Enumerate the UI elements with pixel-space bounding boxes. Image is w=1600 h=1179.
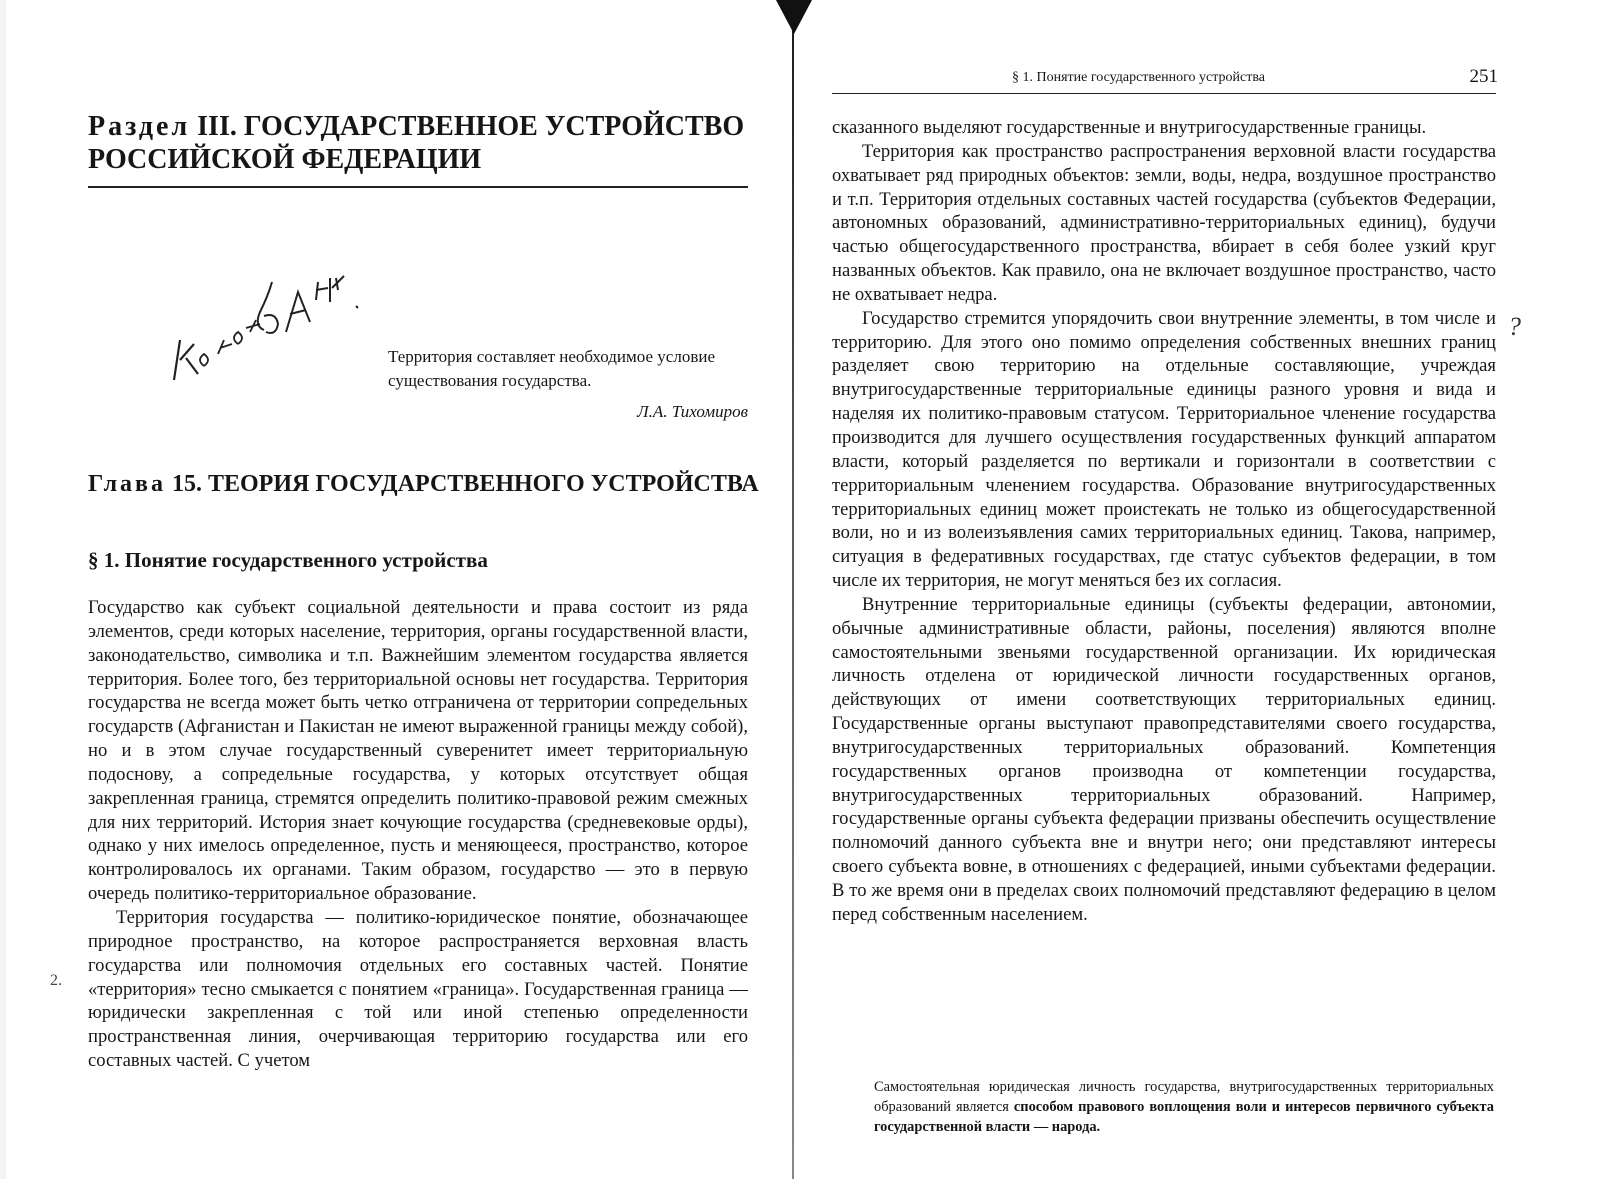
right-body-text xyxy=(832,116,1496,927)
left-body-text xyxy=(88,596,748,1073)
page-number: 251 xyxy=(1469,66,1498,87)
summary-bold-text: способом правового воплощения воли и интересов первичного субъекта государственной власти — народа. xyxy=(874,1099,1494,1135)
handwritten-signature xyxy=(160,270,380,390)
epigraph-author: Л.А. Тихомиров xyxy=(637,402,748,421)
section-rule xyxy=(88,186,748,188)
margin-question-mark: ? xyxy=(1508,312,1521,341)
body-paragraph: Государство стремится упорядочить свои внутренние элементы, в том числе и территорию. Для этого оно помимо определения собственных внешних границ разделяет свою территорию на отдельные составляющие, учреждая внутригосударственные территориальные единицы разного уровня и вида и наделяя их политико-правовым статусом. Территориальное членение государства производится для лучшего осуществления государственных функций аппаратом власти, который разделяется по вертикали и горизонтали в соответствии с территориальным членением государства. Образование внутригосударственных территориальных единиц может проистекать не только из общегосударственной воли, но и из волеизъявления самих территориальных единиц. Такова, например, ситуация в федеративных государствах, где статус субъектов федерации, в том числе их территория, не могут меняться без их согласия. xyxy=(832,307,1496,592)
body-paragraph: сказанного выделяют государственные и внутригосударственные границы. xyxy=(832,117,1427,138)
body-paragraph: Государство как субъект социальной деятельности и права состоит из ряда элементов, среди которых население, территория, органы государственной власти, законодательство, символика и т.п. Важнейшим элементом государства является территория. Более того, без территориальной основы нет государства. Территория государства не всегда может быть четко отграничена от территории сопредельных государств (Афганистан и Пакистан не имеют выраженной границы между собой), но и в этом случае государственный суверенитет имеет территориальную подоснову, а сопредельные государства, у которых отсутствует общая закрепленная граница, стремятся определить политико-правовой режим смежных для них территорий. История знает кочующие государства (средневековые орды), однако у них имелось определенное, пусть и меняющееся, пространство, которое контролировалось их органами. Таким образом, государство — это в первую очередь политико-территориальное образование. xyxy=(88,597,748,905)
chapter-title-text: 15. ТЕОРИЯ ГОСУДАРСТВЕННОГО УСТРОЙСТВА xyxy=(166,471,759,497)
summary-note xyxy=(874,1077,1494,1137)
running-head: § 1. Понятие государственного устройства xyxy=(1012,70,1266,85)
left-page xyxy=(0,0,780,1179)
paragraph-title: § 1. Понятие государственного устройства xyxy=(88,548,488,572)
chapter-title xyxy=(88,470,768,498)
section-title-text: III. ГОСУДАРСТВЕННОЕ УСТРОЙСТВО РОССИЙСКОЙ ФЕДЕРАЦИИ xyxy=(88,111,745,175)
section-title xyxy=(88,110,768,176)
chapter-label: Глава xyxy=(88,471,166,497)
margin-note: 2. xyxy=(50,972,62,989)
book-gutter xyxy=(792,0,794,1179)
body-paragraph: Территория государства — политико-юридическое понятие, обозначающее природное пространство, на которое распространяется верховная власть государства или полномочия отдельных его составных частей. Понятие «территория» тесно смыкается с понятием «граница». Государственная граница — юридически закрепленная с той или иной степенью определенности пространственная линия, очерчивающая территорию государства или его составных частей. С учетом xyxy=(88,906,748,1072)
epigraph-text: Территория составляет необходимое условие существования государства. xyxy=(388,347,715,390)
body-paragraph: Территория как пространство распространения верховной власти государства охватывает ряд природных объектов: земли, воды, недра, воздушное пространство и т.п. Территория отдельных составных частей государства (субъектов Федерации, автономных образований, административно-территориальных единиц), будучи частью общегосударственного пространства, вбирает в себя более узкий круг названных объектов. Как правило, она не включает воздушное пространство, часто не охватывает недра. xyxy=(832,140,1496,305)
header-rule xyxy=(832,93,1496,94)
summary-text: Самостоятельная юридическая личность государства, внутригосударственных территориальных образований является xyxy=(874,1079,1494,1115)
body-paragraph: Внутренние территориальные единицы (субъекты федерации, автономии, обычные административные области, районы, поселения) являются вполне самостоятельными звеньями государственной организации. Их юридическая личность отделена от юридической личности государственных органов, действующих от имени соответствующих территориальных единиц. Государственные органы выступают правопредставителями своего государства, внутригосударственных территориальных образований. Компетенция государственных органов производна от компетенции государства, внутригосударственных территориальных образований. Например, государственные органы субъекта федерации призваны обеспечить осуществление полномочий данного субъекта вне и внутри него; они представляют интересы своего субъекта вовне, в отношениях с федерацией, иными субъектами федерации. В то же время они в пределах своих полномочий представляют федерацию в целом перед собственным населением. xyxy=(832,593,1496,925)
section-label: Раздел xyxy=(88,111,191,142)
